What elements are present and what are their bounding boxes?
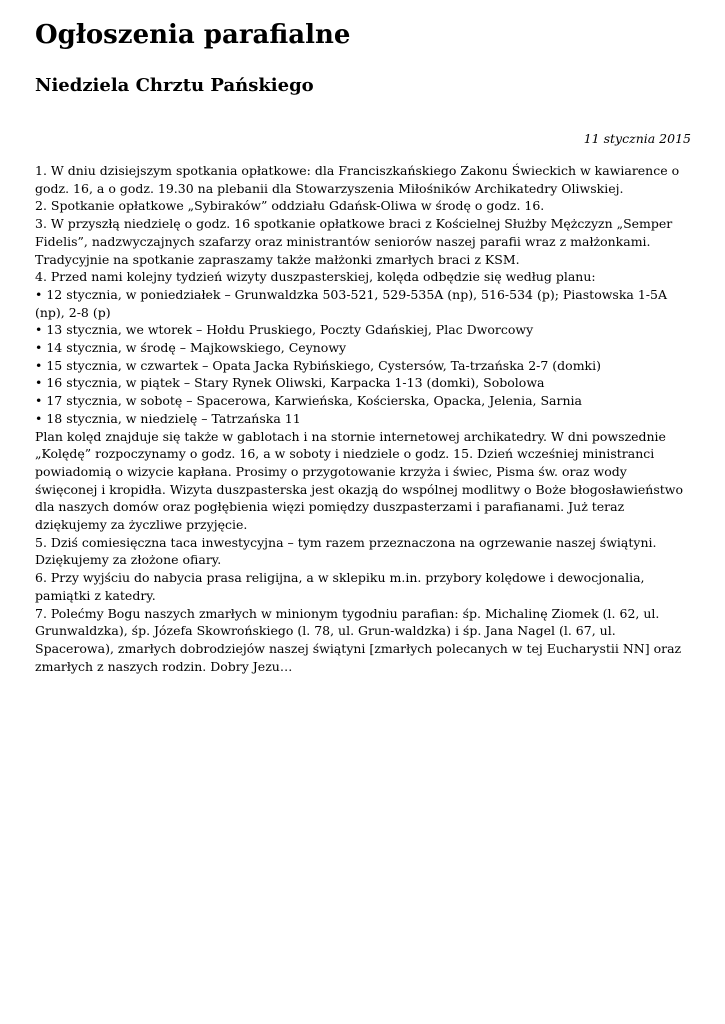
schedule-item: • 13 stycznia, we wtorek – Hołdu Pruskiego, Poczty Gdańskiej, Plac Dworcowy: [35, 322, 534, 338]
schedule-item: • 12 stycznia, w poniedziałek – Grunwaldzka 503-521, 529-535A (np), 516-534 (p); Piastowska 1-5A (np), 2-8 (p): [35, 286, 667, 320]
schedule-item: • 14 stycznia, w środę – Majkowskiego, Ceynowy: [35, 340, 347, 356]
announcement-2: 2. Spotkanie opłatkowe „Sybiraków” oddziału Gdańsk-Oliwa w środę o godz. 16.: [35, 198, 545, 214]
announcement-paragraph: Plan kolęd znajduje się także w gablotach i na stornie internetowej archikatedry. W dni powszednie „Kolędę” rozpoczynamy o godz. 16, a w soboty i niedziele o godz. 15. Dzień wcześniej ministranci powiadomią o wizycie kapłana. Prosimy o przygotowanie krzyża i świec, Pisma św. oraz wody święconej i kropidła. Wizyta duszpasterska jest okazją do wspólnej modlitwy o Boże błogosławieństwo dla naszych domów oraz pogłębienia więzi pomiędzy duszpasterzami i parafianami. Już teraz dziękujemy za życzliwe przyjęcie.: [35, 428, 683, 533]
announcement-4: 4. Przed nami kolejny tydzień wizyty duszpasterskiej, kolęda odbędzie się według planu:: [35, 269, 596, 285]
schedule-item: • 16 stycznia, w piątek – Stary Rynek Oliwski, Karpacka 1-13 (domki), Sobolowa: [35, 375, 545, 391]
announcement-5: 5. Dziś comiesięczna taca inwestycyjna – tym razem przeznaczona na ogrzewanie naszej świątyni. Dziękujemy za złożone ofiary.: [35, 534, 657, 568]
announcement-6: 6. Przy wyjściu do nabycia prasa religijna, a w sklepiku m.in. przybory kolędowe i dewocjonalia, pamiątki z katedry.: [35, 570, 645, 603]
schedule-item: • 15 stycznia, w czwartek – Opata Jacka Rybińskiego, Cystersów, Ta-trzańska 2-7 (domki): [35, 357, 602, 373]
document-date: 11 stycznia 2015: [583, 131, 691, 146]
announcements-body: [35, 162, 691, 675]
page-title: Ogłoszenia parafialne: [35, 20, 351, 50]
schedule-item: • 18 stycznia, w niedzielę – Tatrzańska 11: [35, 410, 301, 426]
schedule-item: • 17 stycznia, w sobotę – Spacerowa, Karwieńska, Kościerska, Opacka, Jelenia, Sarnia: [35, 393, 582, 409]
document-page: [35, 16, 691, 675]
announcement-7: 7. Polećmy Bogu naszych zmarłych w minionym tygodniu parafian: śp. Michalinę Ziomek (l. 62, ul. Grunwaldzka), śp. Józefa Skowrońskiego (l. 78, ul. Grun-waldzka) i śp. Jana Nagel (l. 67, ul. Spacerowa), zmarłych dobrodziejów naszej świątyni [zmarłych polecanych w tej Eucharystii NN] oraz zmarłych z naszych rodzin. Dobry Jezu…: [35, 605, 682, 674]
announcement-3: 3. W przyszłą niedzielę o godz. 16 spotkanie opłatkowe braci z Kościelnej Służby Mężczyzn „Semper Fidelis”, nadzwyczajnych szafarzy oraz ministrantów seniorów naszej parafii wraz z małżonkami. Tradycyjnie na spotkanie zapraszamy także małżonki zmarłych braci z KSM.: [35, 216, 673, 267]
page-subtitle: Niedziela Chrztu Pańskiego: [35, 75, 314, 96]
announcement-1: 1. W dniu dzisiejszym spotkania opłatkowe: dla Franciszkańskiego Zakonu Świeckich w kawiarence o godz. 16, a o godz. 19.30 na plebanii dla Stowarzyszenia Miłośników Archikatedry Oliwskiej.: [35, 163, 680, 196]
